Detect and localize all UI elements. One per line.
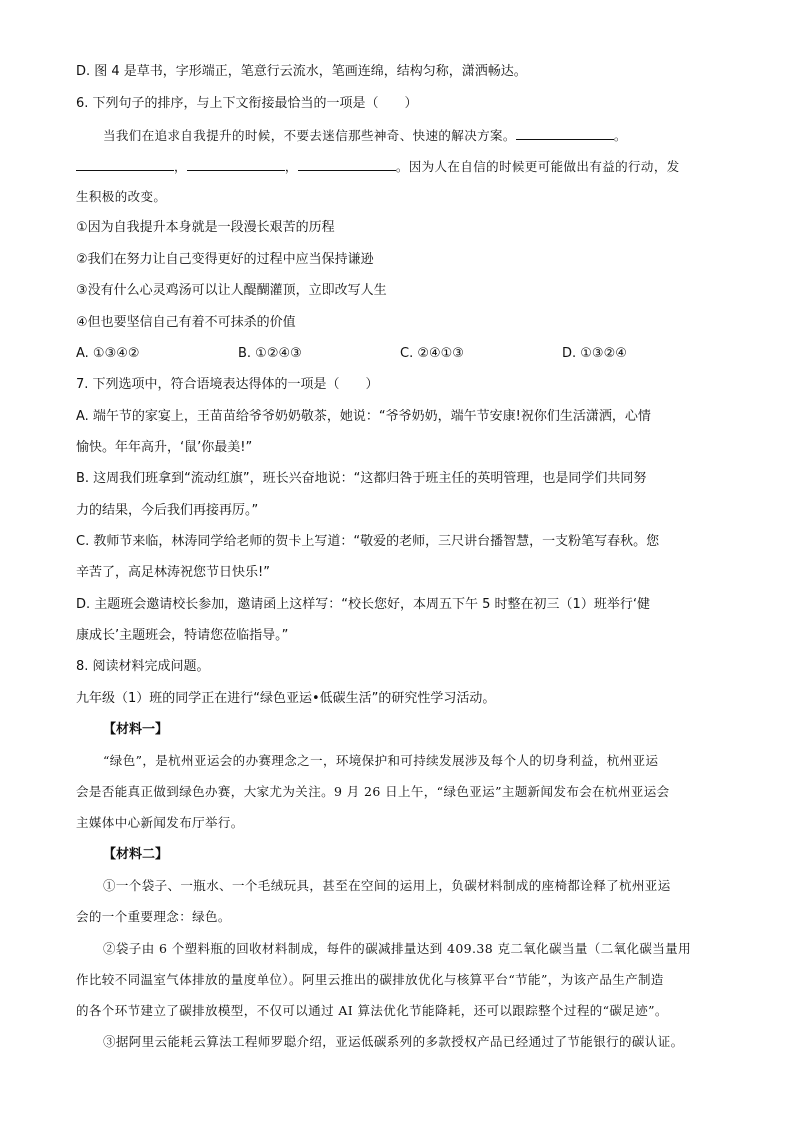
material-2-p1-line-2: 会的一个重要理念：绿色。 bbox=[76, 909, 231, 924]
material-2-p1-line-1: ①一个袋子、一瓶水、一个毛绒玩具，甚至在空间的运用上，负碳材料制成的座椅都诠释了杭州亚运 bbox=[103, 878, 671, 893]
answer-blank-2 bbox=[76, 158, 174, 171]
q7-option-c-line-1: C. 教师节来临，林涛同学给老师的贺卡上写道：“敬爱的老师，三尺讲台播智慧，一支粉笔写春秋。您 bbox=[76, 534, 660, 549]
q7-option-a-line-2: 愉快。年年高升，‘鼠’你最美!” bbox=[76, 440, 253, 455]
material-2-title: 【材料二】 bbox=[103, 847, 169, 862]
q7-option-a-line-1: A. 端午节的家宴上，王苗苗给爷爷奶奶敬茶，她说：“爷爷奶奶，端午节安康!祝你们生活潇洒，心情 bbox=[76, 409, 651, 424]
answer-blank-1 bbox=[516, 127, 614, 140]
q8-intro: 九年级（1）班的同学正在进行“绿色亚运•低碳生活”的研究性学习活动。 bbox=[76, 691, 496, 706]
q6-sentence-4: ④但也要坚信自己有着不可抹杀的价值 bbox=[76, 315, 296, 330]
q6-options bbox=[76, 345, 726, 363]
material-1-line-1: “绿色”，是杭州亚运会的办赛理念之一，环境保护和可持续发展涉及每个人的切身利益，杭州亚运 bbox=[103, 753, 659, 768]
q8-stem: 8. 阅读材料完成问题。 bbox=[76, 659, 210, 674]
q7-option-b-line-2: 力的结果，今后我们再接再厉。” bbox=[76, 503, 259, 518]
q6-sentence-1: ①因为自我提升本身就是一段漫长艰苦的历程 bbox=[76, 220, 335, 235]
material-2-p2-line-3: 的各个环节建立了碳排放模型，不仅可以通过 AI 算法优化节能降耗，还可以跟踪整个过程的“碳足迹”。 bbox=[76, 1003, 668, 1018]
q6-sentence-3: ③没有什么心灵鸡汤可以让人醍醐灌顶，立即改写人生 bbox=[76, 283, 387, 298]
q6-passage-line-2 bbox=[76, 158, 726, 176]
answer-blank-3 bbox=[187, 158, 285, 171]
material-1-line-2: 会是否能真正做到绿色办赛，大家尤为关注。9 月 26 日上午，“绿色亚运”主题新闻发布会在杭州亚运会 bbox=[76, 784, 670, 799]
q6-option-a: A. ①③④② bbox=[76, 346, 140, 361]
material-2-p2-line-1: ②袋子由 6 个塑料瓶的回收材料制成，每件的碳减排量达到 409.38 克二氧化碳当量（二氧化碳当量用 bbox=[103, 941, 691, 956]
material-1-line-3: 主媒体中心新闻发布厅举行。 bbox=[76, 815, 244, 830]
q6-passage-text-2: 。因为人在自信的时候更可能做出有益的行动，发 bbox=[395, 159, 680, 174]
q7-option-c-line-2: 辛苦了，高足林涛祝您节日快乐!” bbox=[76, 565, 270, 580]
q7-option-d-line-1: D. 主题班会邀请校长参加，邀请函上这样写：“校长您好，本周五下午 5 时整在初三（1）班举行‘健 bbox=[76, 597, 650, 612]
q7-stem: 7. 下列选项中，符合语境表达得体的一项是（ ） bbox=[76, 377, 379, 392]
q5-option-d: D. 图 4 是草书，字形端正，笔意行云流水，笔画连绵，结构匀称，潇洒畅达。 bbox=[76, 64, 527, 79]
answer-blank-4 bbox=[298, 158, 396, 171]
material-2-p2-line-2: 作比较不同温室气体排放的量度单位）。阿里云推出的碳排放优化与核算平台“节能”，为该产品生产制造 bbox=[76, 972, 664, 987]
material-2-p3-line-1: ③据阿里云能耗云算法工程师罗聪介绍，亚运低碳系列的多款授权产品已经通过了节能银行的碳认证。 bbox=[103, 1034, 684, 1049]
q7-option-b-line-1: B. 这周我们班拿到“流动红旗”，班长兴奋地说：“这都归咎于班主任的英明管理，也是同学们共同努 bbox=[76, 471, 647, 486]
q7-option-d-line-2: 康成长’主题班会，特请您莅临指导。” bbox=[76, 628, 289, 643]
q6-passage-line-3: 生积极的改变。 bbox=[76, 189, 167, 204]
q6-passage-line-1 bbox=[103, 127, 733, 145]
q6-passage-text-1: 当我们在追求自我提升的时候，不要去迷信那些神奇、快速的解决方案。 bbox=[103, 128, 516, 143]
q6-option-c: C. ②④①③ bbox=[400, 346, 464, 361]
q6-period: 。 bbox=[613, 128, 627, 143]
q6-sentence-2: ②我们在努力让自己变得更好的过程中应当保持谦逊 bbox=[76, 252, 374, 267]
q6-option-d: D. ①③②④ bbox=[562, 346, 627, 361]
q6-comma-1: ， bbox=[174, 159, 187, 174]
material-1-title: 【材料一】 bbox=[103, 722, 169, 737]
q6-option-b: B. ①②④③ bbox=[238, 346, 302, 361]
q6-stem: 6. 下列句子的排序，与上下文衔接最恰当的一项是（ ） bbox=[76, 96, 418, 111]
q6-comma-2: ， bbox=[284, 159, 298, 174]
